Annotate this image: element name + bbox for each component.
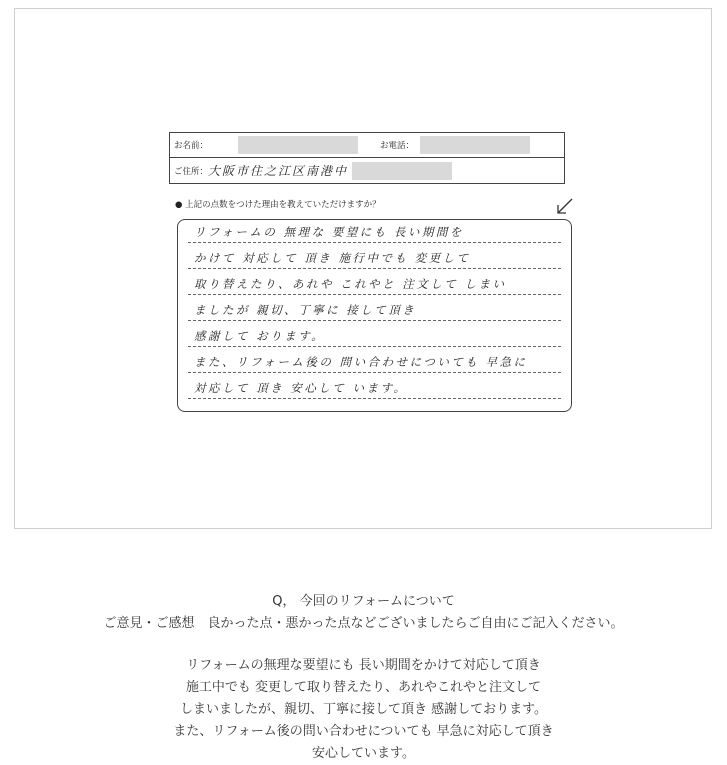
caption-answer-line: しまいましたが、親切、丁寧に接して頂き 感謝しております。 (179, 702, 548, 717)
transcription-caption (0, 591, 727, 765)
handwritten-line: 取り替えたり、あれや これやと 注文して しまい (188, 274, 561, 295)
caption-answer-line: 施工中でも 変更して取り替えたり、あれやこれやと注文して (185, 680, 542, 695)
address-redacted (352, 162, 452, 180)
caption-question-line: Q， 今回のリフォームについて (272, 594, 455, 609)
handwritten-line: リフォームの 無理な 要望にも 長い期間を (188, 222, 561, 243)
handwritten-line: かけて 対応して 頂き 施行中でも 変更して (188, 248, 561, 269)
phone-label: お電話： (380, 141, 415, 151)
address-label: ご住所： (174, 166, 209, 177)
caption-answer-line: また、リフォーム後の問い合わせについても 早急に対応して頂き (173, 724, 554, 739)
caption-answer-line: リフォームの無理な要望にも 長い期間をかけて対応して頂き (186, 658, 541, 673)
phone-redacted (420, 136, 530, 154)
handwritten-line: 対応して 頂き 安心して います。 (188, 378, 561, 399)
handwritten-comment-box (177, 219, 572, 412)
name-label: お名前： (174, 141, 209, 151)
caption-question-line: ご意見・ご感想 良かった点・悪かった点などございましたらご自由にご記入ください。 (103, 616, 624, 631)
scanned-questionnaire-frame (14, 8, 712, 529)
handwritten-line: 感謝して おります。 (188, 326, 561, 347)
name-redacted (238, 136, 358, 154)
caption-answer-line: 安心しています。 (312, 746, 415, 761)
address-row (170, 158, 564, 183)
name-phone-row (170, 133, 564, 158)
handwritten-line: また、リフォーム後の 問い合わせについても 早急に (188, 352, 561, 373)
arrow-icon (555, 196, 575, 216)
address-value: 大阪市住之江区南港中 (208, 164, 349, 178)
handwritten-line: ましたが 親切、丁寧に 接して頂き (188, 300, 561, 321)
customer-info-table (169, 132, 565, 184)
reason-question: ● 上記の点数をつけた理由を教えていただけますか？ (175, 200, 381, 210)
questionnaire-card (169, 132, 579, 422)
